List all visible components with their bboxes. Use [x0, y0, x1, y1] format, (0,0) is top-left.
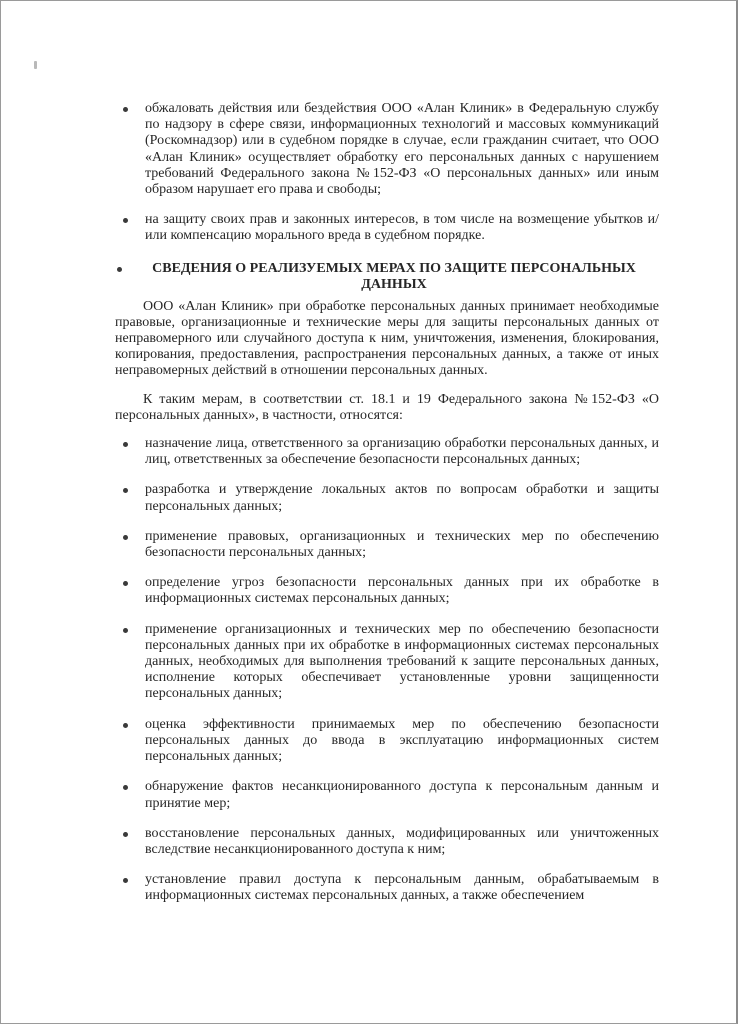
- bullet-icon: [123, 723, 128, 728]
- list-item: [115, 717, 659, 766]
- bullet-icon: [123, 107, 128, 112]
- rights-list: [115, 101, 659, 245]
- list-item-text: на защиту своих прав и законных интересов, в том числе на возмещение убытков и/или компенсацию морального вреда в судебном порядке.: [145, 212, 659, 244]
- scan-artifact: [34, 61, 37, 69]
- list-item: [115, 779, 659, 811]
- list-item-text: обнаружение фактов несанкционированного доступа к персональным данным и принятие мер;: [145, 779, 659, 811]
- paragraph: ООО «Алан Клиник» при обработке персональных данных принимает необходимые правовые, организационные и технические меры для защиты персональных данных от неправомерного или случайного доступа к ним, уничтожения, изменения, блокирования, копирования, предоставления, распространения персональных данных, а также от иных неправомерных действий в отношении персональных данных.: [115, 298, 659, 379]
- list-item-text: назначение лица, ответственного за организацию обработки персональных данных, и лиц, ответственных за обеспечение безопасности персональных данных;: [145, 436, 659, 468]
- bullet-icon: [123, 878, 128, 883]
- list-item: [115, 212, 659, 244]
- list-item-text: установление правил доступа к персональным данным, обрабатываемым в информационных системах персональных данных, а также обеспечением: [145, 872, 659, 904]
- bullet-icon: [117, 267, 122, 272]
- measures-list: [115, 436, 659, 904]
- bullet-icon: [123, 442, 128, 447]
- paragraph: К таким мерам, в соответствии ст. 18.1 и 19 Федерального закона №152-ФЗ «О персональных данных», в частности, относятся:: [115, 391, 659, 423]
- list-item-text: восстановление персональных данных, модифицированных или уничтоженных вследствие несанкционированного доступа к ним;: [145, 825, 659, 857]
- section-heading: [115, 261, 659, 293]
- list-item: [115, 529, 659, 561]
- bullet-icon: [123, 218, 128, 223]
- list-item-text: применение организационных и технических мер по обеспечению безопасности персональных данных при их обработке в информационных системах персональных данных, необходимых для выполнения требований к защите персональных данных, исполнение которых обеспечивает установленные уровни защищенности персональных данных;: [145, 621, 659, 702]
- list-item: [115, 482, 659, 514]
- document-body: [115, 101, 659, 919]
- bullet-icon: [123, 488, 128, 493]
- list-item: [115, 622, 659, 703]
- list-item-text: оценка эффективности принимаемых мер по обеспечению безопасности персональных данных до ввода в эксплуатацию информационных систем персональных данных;: [145, 716, 659, 765]
- list-item: [115, 101, 659, 198]
- list-item: [115, 872, 659, 904]
- list-item-text: обжаловать действия или бездействия ООО «Алан Клиник» в Федеральную службу по надзору в сфере связи, информационных технологий и массовых коммуникаций (Роскомнадзор) или в судебном порядке в случае, если гражданин считает, что ООО «Алан Клиник» осуществляет обработку его персональных данных с нарушением требований Федерального закона №152-ФЗ «О персональных данных» или иным образом нарушает его права и свободы;: [145, 101, 659, 198]
- list-item-text: применение правовых, организационных и технических мер по обеспечению безопасности персональных данных;: [145, 528, 659, 561]
- section-heading-text: СВЕДЕНИЯ О РЕАЛИЗУЕМЫХ МЕРАХ ПО ЗАЩИТЕ ПЕРСОНАЛЬНЫХ ДАННЫХ: [152, 260, 636, 292]
- bullet-icon: [123, 785, 128, 790]
- list-item: [115, 826, 659, 858]
- list-item: [115, 575, 659, 607]
- bullet-icon: [123, 832, 128, 837]
- list-item-text: определение угроз безопасности персональных данных при их обработке в информационных системах персональных данных;: [145, 575, 659, 607]
- bullet-icon: [123, 628, 128, 633]
- list-item: [115, 436, 659, 468]
- bullet-icon: [123, 581, 128, 586]
- list-item-text: разработка и утверждение локальных актов по вопросам обработки и защиты персональных данных;: [145, 482, 659, 514]
- bullet-icon: [123, 535, 128, 540]
